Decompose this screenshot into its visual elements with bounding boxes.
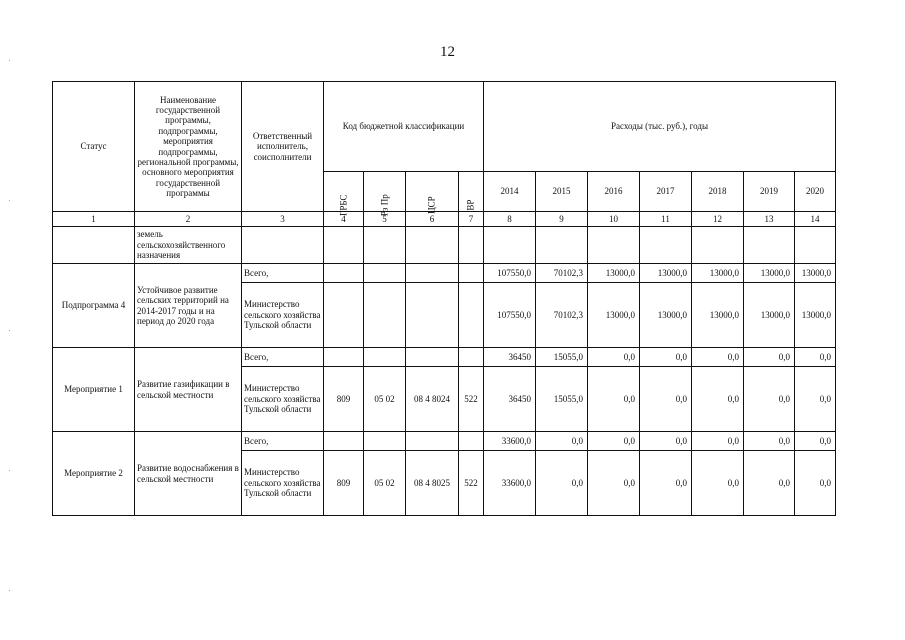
grbs-cell xyxy=(324,348,364,367)
row-name: Устойчивое развитие сельских территорий на 2014-2017 годы и на период до 2020 года xyxy=(135,264,242,348)
vr-cell xyxy=(459,264,484,283)
table-row xyxy=(53,348,836,367)
index-cell: 11 xyxy=(640,212,692,227)
value-cell: 15055,0 xyxy=(536,367,588,432)
page-number: 12 xyxy=(440,44,455,60)
index-cell: 12 xyxy=(692,212,744,227)
value-cell: 36450 xyxy=(484,367,536,432)
rzpr-cell xyxy=(364,432,406,451)
row-name: Развитие газификации в сельской местности xyxy=(135,348,242,432)
header-name: Наименование государственной программы, подпрограммы, мероприятия подпрограммы, региональной программы, основного мероприятия государственной программы xyxy=(135,82,242,212)
value-cell: 70102,3 xyxy=(536,283,588,348)
index-cell: 4 xyxy=(324,212,364,227)
value-cell: 13000,0 xyxy=(795,283,836,348)
scan-margin-specks xyxy=(8,0,12,640)
value-cell: 13000,0 xyxy=(744,283,795,348)
value-cell: 0,0 xyxy=(692,451,744,516)
index-cell: 8 xyxy=(484,212,536,227)
budget-table xyxy=(52,81,836,516)
value-cell: 0,0 xyxy=(588,367,640,432)
header-status: Статус xyxy=(53,82,135,212)
header-csr: ЦСР xyxy=(406,172,459,212)
value-cell: 0,0 xyxy=(692,367,744,432)
value-cell: 0,0 xyxy=(536,432,588,451)
value-cell: 0,0 xyxy=(640,451,692,516)
continuation-row xyxy=(53,227,836,264)
value-cell: 0,0 xyxy=(640,367,692,432)
row-total-label: Всего, xyxy=(242,348,324,367)
row-status: Мероприятие 2 xyxy=(53,432,135,516)
value-cell: 107550,0 xyxy=(484,264,536,283)
index-cell: 5 xyxy=(364,212,406,227)
value-cell: 0,0 xyxy=(640,348,692,367)
value-cell: 0,0 xyxy=(744,367,795,432)
value-cell: 15055,0 xyxy=(536,348,588,367)
grbs-cell xyxy=(324,283,364,348)
grbs-cell xyxy=(324,432,364,451)
header-year: 2020 xyxy=(795,172,836,212)
value-cell: 33600,0 xyxy=(484,451,536,516)
index-cell: 3 xyxy=(242,212,324,227)
csr-cell xyxy=(406,264,459,283)
value-cell: 13000,0 xyxy=(588,283,640,348)
row-total-label: Всего, xyxy=(242,432,324,451)
index-cell: 7 xyxy=(459,212,484,227)
value-cell: 13000,0 xyxy=(640,264,692,283)
csr-cell xyxy=(406,432,459,451)
index-cell: 2 xyxy=(135,212,242,227)
rzpr-cell xyxy=(364,283,406,348)
value-cell: 0,0 xyxy=(795,348,836,367)
value-cell: 36450 xyxy=(484,348,536,367)
continuation-text: земель сельскохозяйственного назначения xyxy=(135,227,242,264)
table-row xyxy=(53,432,836,451)
value-cell: 33600,0 xyxy=(484,432,536,451)
index-cell: 9 xyxy=(536,212,588,227)
value-cell: 0,0 xyxy=(744,451,795,516)
row-status: Подпрограмма 4 xyxy=(53,264,135,348)
row-total-label: Всего, xyxy=(242,264,324,283)
header-responsible: Ответственный исполнитель, соисполнители xyxy=(242,82,324,212)
header-code-group: Код бюджетной классификации xyxy=(324,82,484,172)
header-year: 2017 xyxy=(640,172,692,212)
value-cell: 13000,0 xyxy=(588,264,640,283)
index-cell: 10 xyxy=(588,212,640,227)
grbs-cell: 809 xyxy=(324,451,364,516)
vr-cell xyxy=(459,432,484,451)
index-row xyxy=(53,212,836,227)
table-row xyxy=(53,264,836,283)
value-cell: 0,0 xyxy=(588,451,640,516)
value-cell: 0,0 xyxy=(588,348,640,367)
header-year: 2015 xyxy=(536,172,588,212)
vr-cell: 522 xyxy=(459,367,484,432)
value-cell: 0,0 xyxy=(536,451,588,516)
index-cell: 1 xyxy=(53,212,135,227)
header-year: 2014 xyxy=(484,172,536,212)
csr-cell xyxy=(406,348,459,367)
value-cell: 13000,0 xyxy=(692,264,744,283)
value-cell: 0,0 xyxy=(744,432,795,451)
value-cell: 0,0 xyxy=(640,432,692,451)
vr-cell xyxy=(459,283,484,348)
header-year: 2018 xyxy=(692,172,744,212)
value-cell: 107550,0 xyxy=(484,283,536,348)
value-cell: 0,0 xyxy=(795,367,836,432)
value-cell: 0,0 xyxy=(692,348,744,367)
row-executor-label: Министерство сельского хозяйства Тульской области xyxy=(242,283,324,348)
csr-cell: 08 4 8025 xyxy=(406,451,459,516)
header-year: 2016 xyxy=(588,172,640,212)
grbs-cell: 809 xyxy=(324,367,364,432)
rzpr-cell xyxy=(364,348,406,367)
index-cell: 6 xyxy=(406,212,459,227)
value-cell: 0,0 xyxy=(744,348,795,367)
csr-cell: 08 4 8024 xyxy=(406,367,459,432)
row-status: Мероприятие 1 xyxy=(53,348,135,432)
value-cell: 70102,3 xyxy=(536,264,588,283)
header-expenses-group: Расходы (тыс. руб.), годы xyxy=(484,82,836,172)
vr-cell xyxy=(459,348,484,367)
header-grbs: ГРБС xyxy=(324,172,364,212)
value-cell: 13000,0 xyxy=(744,264,795,283)
rzpr-cell xyxy=(364,264,406,283)
value-cell: 0,0 xyxy=(588,432,640,451)
value-cell: 0,0 xyxy=(795,432,836,451)
header-rzpr: Рз Пр xyxy=(364,172,406,212)
value-cell: 13000,0 xyxy=(795,264,836,283)
vr-cell: 522 xyxy=(459,451,484,516)
header-year: 2019 xyxy=(744,172,795,212)
row-name: Развитие водоснабжения в сельской местности xyxy=(135,432,242,516)
value-cell: 0,0 xyxy=(795,451,836,516)
grbs-cell xyxy=(324,264,364,283)
index-cell: 13 xyxy=(744,212,795,227)
csr-cell xyxy=(406,283,459,348)
row-executor-label: Министерство сельского хозяйства Тульской области xyxy=(242,451,324,516)
row-executor-label: Министерство сельского хозяйства Тульской области xyxy=(242,367,324,432)
value-cell: 13000,0 xyxy=(692,283,744,348)
header-vr: ВР xyxy=(459,172,484,212)
rzpr-cell: 05 02 xyxy=(364,451,406,516)
value-cell: 13000,0 xyxy=(640,283,692,348)
rzpr-cell: 05 02 xyxy=(364,367,406,432)
index-cell: 14 xyxy=(795,212,836,227)
value-cell: 0,0 xyxy=(692,432,744,451)
